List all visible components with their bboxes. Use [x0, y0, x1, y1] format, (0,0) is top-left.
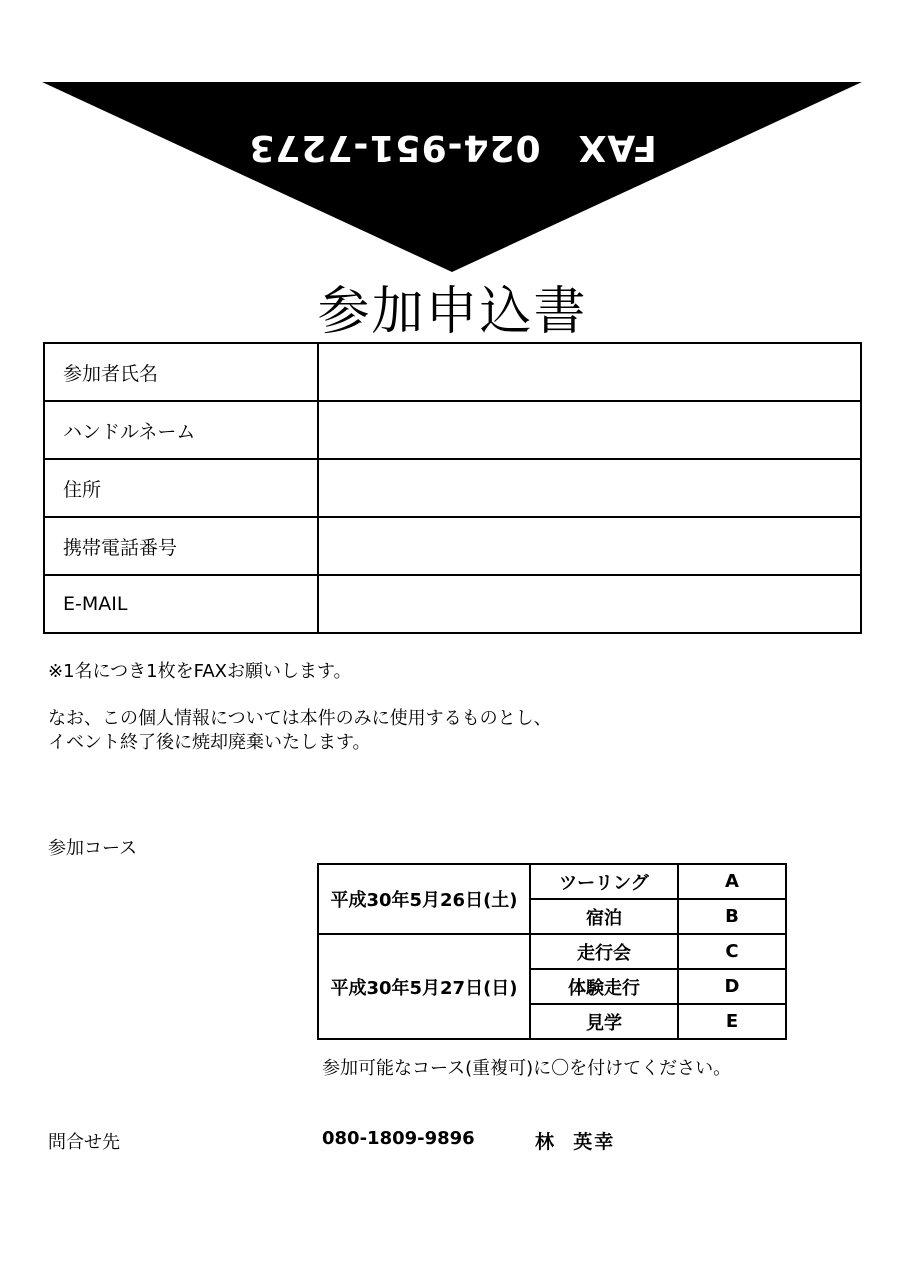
form-label-name: 参加者氏名	[44, 343, 318, 401]
note-privacy-line-1: なお、この個人情報については本件のみに使用するものとし、	[48, 708, 552, 729]
form-field-name[interactable]	[318, 343, 861, 401]
note-privacy-line-2: イベント終了後に焼却廃棄いたします。	[48, 732, 371, 753]
course-section-label: 参加コース	[48, 838, 138, 859]
course-date: 平成30年5月27日(日)	[318, 934, 530, 1039]
course-code[interactable]: D	[678, 969, 786, 1004]
course-code[interactable]: B	[678, 899, 786, 934]
course-row	[318, 864, 786, 899]
course-name: 宿泊	[530, 899, 678, 934]
contact-name: 林 英幸	[535, 1131, 616, 1153]
note-one-per-person: ※1名につき1枚をFAXお願いします。	[48, 661, 352, 682]
contact-phone: 080-1809-9896	[322, 1128, 475, 1149]
course-name: 見学	[530, 1004, 678, 1039]
form-field-handle[interactable]	[318, 401, 861, 459]
form-label-email: E-MAIL	[44, 575, 318, 633]
course-note: 参加可能なコース(重複可)に〇を付けてください。	[322, 1058, 732, 1079]
course-name: 体験走行	[530, 969, 678, 1004]
application-form-table	[43, 342, 862, 634]
course-code[interactable]: E	[678, 1004, 786, 1039]
page-title: 参加申込書	[317, 282, 588, 342]
contact-label: 問合せ先	[48, 1132, 120, 1153]
form-row-phone	[44, 517, 861, 575]
course-row	[318, 934, 786, 969]
form-field-phone[interactable]	[318, 517, 861, 575]
fax-number: FAX 024-951-7273	[248, 127, 657, 168]
course-code[interactable]: C	[678, 934, 786, 969]
course-code[interactable]: A	[678, 864, 786, 899]
header-triangle	[42, 82, 862, 272]
form-field-email[interactable]	[318, 575, 861, 633]
form-label-address: 住所	[44, 459, 318, 517]
course-date: 平成30年5月26日(土)	[318, 864, 530, 934]
course-name: ツーリング	[530, 864, 678, 899]
form-row-handle	[44, 401, 861, 459]
form-row-name	[44, 343, 861, 401]
course-name: 走行会	[530, 934, 678, 969]
form-label-phone: 携帯電話番号	[44, 517, 318, 575]
course-table	[317, 863, 787, 1040]
form-row-address	[44, 459, 861, 517]
form-row-email	[44, 575, 861, 633]
form-field-address[interactable]	[318, 459, 861, 517]
form-label-handle: ハンドルネーム	[44, 401, 318, 459]
